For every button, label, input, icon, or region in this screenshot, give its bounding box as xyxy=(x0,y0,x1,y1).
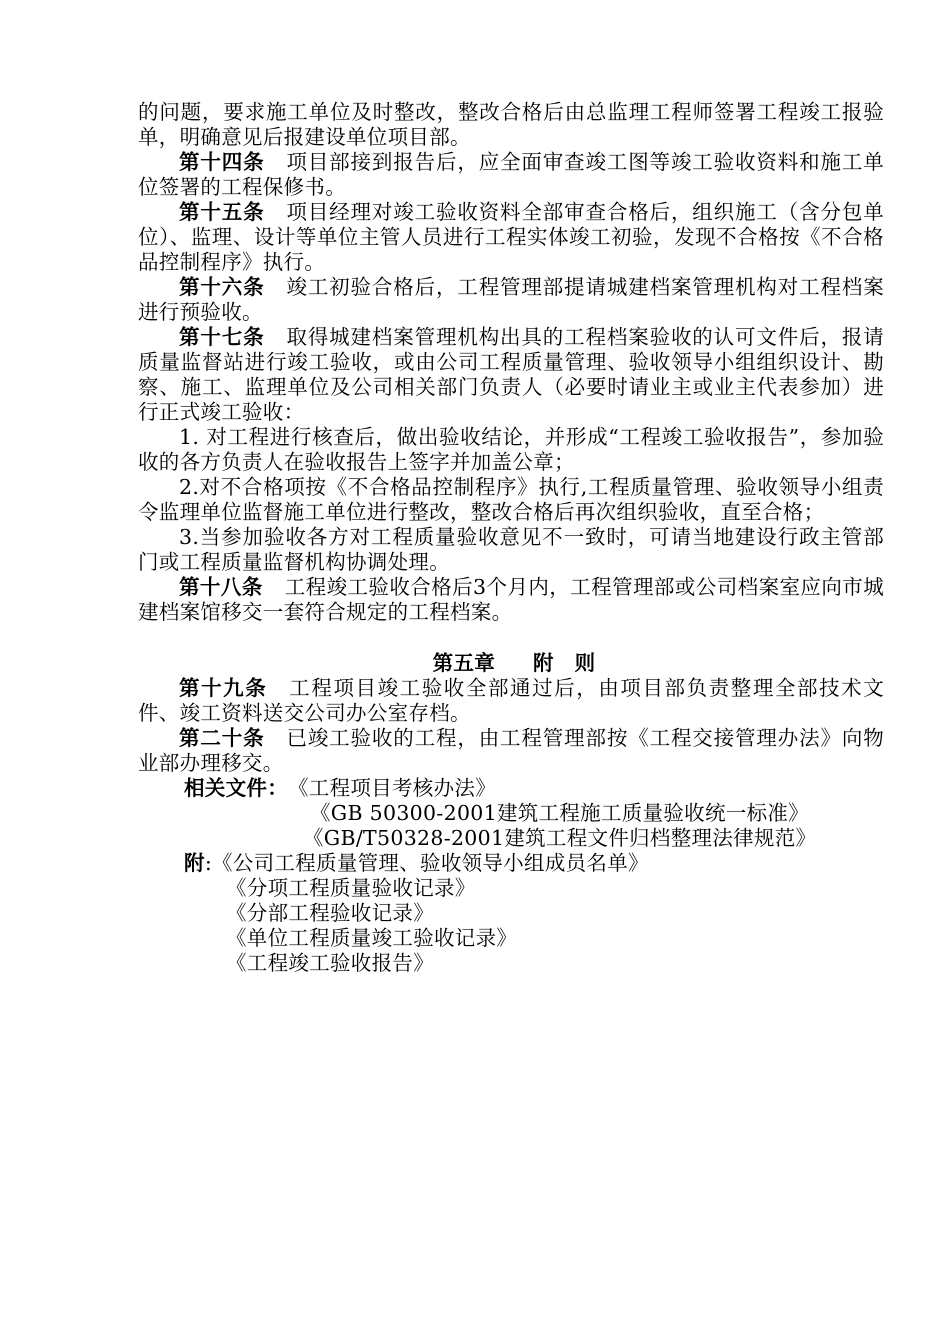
article-20-text: 已竣工验收的工程，由工程管理部按《工程交接管理办法》向物业部办理移交。 xyxy=(138,726,884,775)
paragraph-continued: 的问题，要求施工单位及时整改，整改合格后由总监理工程师签署工程竣工报验单，明确意见后报建设单位项目部。 xyxy=(138,100,884,149)
article-15 xyxy=(138,200,884,275)
article-17-item-1: 1. 对工程进行核查后，做出验收结论，并形成“工程竣工验收报告”，参加验收的各方负责人在验收报告上签字并加盖公章； xyxy=(138,425,884,474)
related-doc: 《GB 50300-2001建筑工程施工质量验收统一标准》 xyxy=(310,801,809,825)
chapter-5-title: 附 则 xyxy=(533,651,596,675)
related-doc: 《GB/T50328-2001建筑工程文件归档整理法律规范》 xyxy=(303,826,817,850)
article-20 xyxy=(138,726,884,776)
article-17-text: 取得城建档案管理机构出具的工程档案验收的认可文件后，报请质量监督站进行竣工验收，或由公司工程质量管理、验收领导小组组织设计、勘察、施工、监理单位及公司相关部门负责人（必要时请业主或业主代表参加）进行正式竣工验收： xyxy=(138,325,884,424)
related-doc: 《工程项目考核办法》 xyxy=(288,776,496,800)
article-14 xyxy=(138,150,884,200)
attachment-doc: 《单位工程质量竣工验收记录》 xyxy=(226,926,518,950)
article-15-label: 第十五条 xyxy=(179,200,265,224)
article-19-label: 第十九条 xyxy=(179,676,268,700)
article-17-label: 第十七条 xyxy=(179,325,265,349)
attachments-separator: : xyxy=(204,851,213,875)
article-18 xyxy=(138,575,884,625)
article-18-label: 第十八条 xyxy=(179,575,263,599)
attachment-doc: 《分部工程验收记录》 xyxy=(226,901,434,925)
article-16-text: 竣工初验合格后，工程管理部提请城建档案管理机构对工程档案进行预验收。 xyxy=(138,275,884,324)
article-19-text: 工程项目竣工验收全部通过后，由项目部负责整理全部技术文件、竣工资料送交公司办公室存档。 xyxy=(138,676,884,725)
document-page xyxy=(138,100,884,976)
attachment-doc: 《公司工程质量管理、验收领导小组成员名单》 xyxy=(212,851,649,875)
chapter-5-number: 第五章 xyxy=(432,651,495,675)
article-16-label: 第十六条 xyxy=(179,275,265,299)
article-17-item-2: 2.对不合格项按《不合格品控制程序》执行,工程质量管理、验收领导小组责令监理单位监督施工单位进行整改，整改合格后再次组织验收，直至合格； xyxy=(138,475,884,524)
attachment-doc: 《分项工程质量验收记录》 xyxy=(226,876,476,900)
related-files xyxy=(138,776,884,801)
article-18-text: 工程竣工验收合格后3个月内，工程管理部或公司档案室应向市城建档案馆移交一套符合规定的工程档案。 xyxy=(138,575,885,624)
article-19 xyxy=(138,676,884,726)
article-20-label: 第二十条 xyxy=(179,726,265,750)
article-14-text: 项目部接到报告后，应全面审查竣工图等竣工验收资料和施工单位签署的工程保修书。 xyxy=(138,150,884,199)
related-files-label: 相关文件： xyxy=(184,776,288,800)
article-16 xyxy=(138,275,884,325)
article-14-label: 第十四条 xyxy=(179,150,265,174)
chapter-5-heading xyxy=(138,651,884,676)
article-17-item-3: 3.当参加验收各方对工程质量验收意见不一致时，可请当地建设行政主管部门或工程质量监督机构协调处理。 xyxy=(138,525,884,574)
attachment-doc: 《工程竣工验收报告》 xyxy=(226,951,434,975)
attachments xyxy=(138,851,884,876)
article-17 xyxy=(138,325,884,425)
attachments-label: 附 xyxy=(184,851,205,875)
article-15-text: 项目经理对竣工验收资料全部审查合格后，组织施工（含分包单位）、监理、设计等单位主管人员进行工程实体竣工初验，发现不合格按《不合格品控制程序》执行。 xyxy=(138,200,884,274)
